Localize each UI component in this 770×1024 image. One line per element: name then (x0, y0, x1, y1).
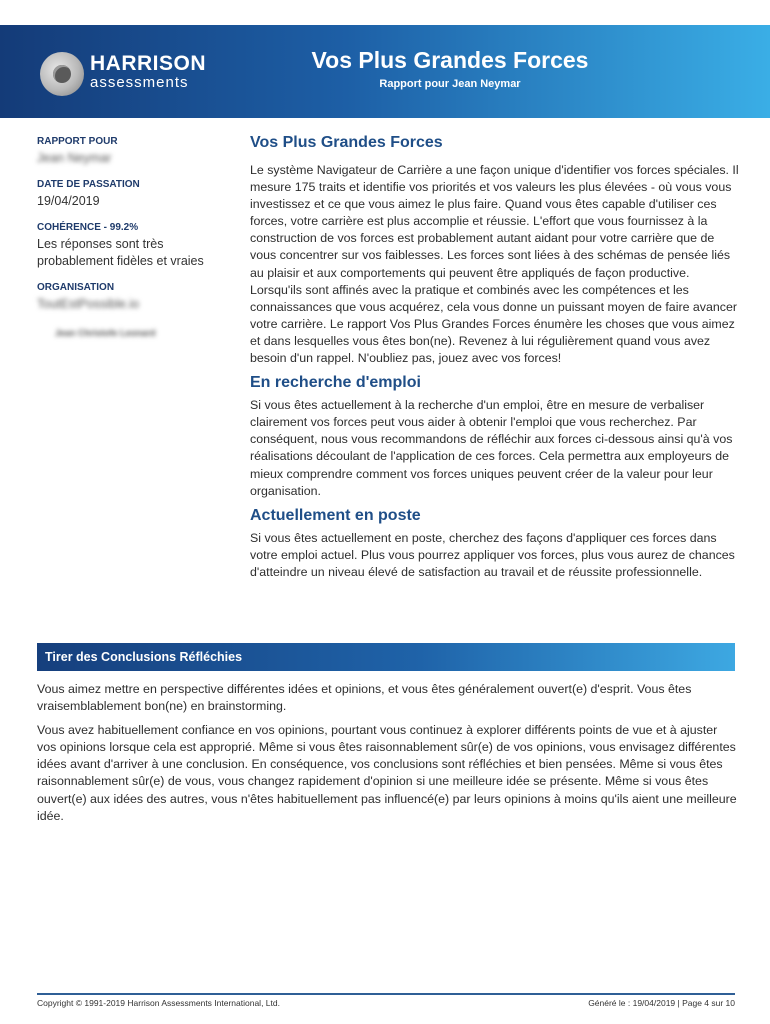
logo-circle-icon (40, 52, 84, 96)
coherence-value: Les réponses sont très probablement fidèles et vraies (37, 237, 204, 268)
footer-copyright: Copyright © 1991-2019 Harrison Assessments International, Ltd. (37, 998, 280, 1008)
section-text-job-search: Si vous êtes actuellement à la recherche d'un emploi, être en mesure de verbaliser clairement vos forces peut vous aider à obtenir l'emploi que vous recherchez. Par conséquent, nous vous recommandons de réfléchir aux forces ci-dessous ainsi qu'à vos réalisations découlant de l'application de ces forces. Cela permettra aux employeurs de mieux comprendre comment vos forces uniques peuvent créer de la valeur pour leur organisation. (250, 398, 733, 498)
main-content (250, 134, 740, 588)
contact-name: Jean Christofe Leonard (55, 328, 156, 338)
conclusions-body (37, 681, 737, 832)
coherence-label: COHÉRENCE - 99.2% (37, 222, 139, 233)
conclusions-paragraph-1: Vous aimez mettre en perspective différentes idées et opinions, et vous êtes généralement ouvert(e) d'esprit. Vous êtes vraisemblablement bon(ne) en brainstorming. (37, 682, 692, 714)
date-value: 19/04/2019 (37, 194, 100, 208)
report-header (0, 25, 770, 118)
logo-subname: assessments (90, 74, 189, 91)
report-for-value: Jean Neymar (37, 151, 112, 165)
section-text-strengths: Le système Navigateur de Carrière a une façon unique d'identifier vos forces spéciales. Il mesure 175 traits et identifie vos priorités et vos valeurs les plus élevées - où vous vous investissez et ce que vous aimez le plus faire. Quand vous êtes capable d'utiliser ces forces, votre carrière est plus accomplie et réussie. L'effort que vous fournissez à la construction de vos forces est probablement autant aidant pour votre carrière que de vous concentrer sur vos faiblesses. Les forces sont liées à des schémas de pensée liés au plaisir et aux comportements qui peuvent être appliqués de façon productive. Lorsqu'ils sont affinés avec la pratique et combinés avec les compétences et les connaissances que vous acquérez, cela vous donne un puissant moyen de faire avancer votre carrière. Le rapport Vos Plus Grandes Forces énumère les choses que vous aimez et dans lesquelles vous êtes bon(ne). Revenez à lui régulièrement quand vous avez besoin d'un rappel. N'oubliez pas, jouez avec vos forces! (250, 163, 739, 366)
conclusions-paragraph-2: Vous avez habituellement confiance en vos opinions, pourtant vous continuez à explorer différents points de vue et à ajuster vos opinions lorsque cela est approprié. Même si vous êtes raisonnablement sûr(e) de vos opinions, vous envisagez différentes idées avant d'arriver à une conclusion. En conséquence, vos conclusions sont réfléchies et bien pensées. Même si vous êtes raisonnablement sûr(e) de vous, vous changez rapidement d'opinion si une meilleure idée se présente. Même si vous êtes ouvert(e) aux idées des autres, vous n'êtes habituellement pas influencé(e) par leurs opinions à moins qu'ils aient une meilleure idée. (37, 723, 737, 823)
date-label: DATE DE PASSATION (37, 179, 140, 190)
page-title: Vos Plus Grandes Forces (311, 47, 589, 73)
section-title-job-search: En recherche d'emploi (250, 374, 421, 392)
conclusions-banner-title: Tirer des Conclusions Réfléchies (45, 650, 243, 664)
section-title-strengths: Vos Plus Grandes Forces (250, 134, 443, 151)
report-for-label: RAPPORT POUR (37, 136, 118, 147)
section-text-current-job: Si vous êtes actuellement en poste, cherchez des façons d'appliquer ces forces dans votre emploi actuel. Plus vous pourrez appliquer vos forces, plus vous aurez de chances d'atteindre un niveau élevé de satisfaction au travail et de réussite professionnelle. (250, 530, 735, 579)
conclusions-banner (37, 643, 735, 671)
organisation-value: ToutEstPossible.io (37, 297, 140, 311)
organisation-label: ORGANISATION (37, 282, 115, 293)
footer-divider (37, 993, 735, 995)
logo-name: HARRISON (90, 52, 207, 75)
page-subtitle: Rapport pour Jean Neymar (379, 78, 521, 90)
footer-page-info: Généré le : 19/04/2019 | Page 4 sur 10 (588, 998, 735, 1008)
section-title-current-job: Actuellement en poste (250, 506, 421, 524)
report-sidebar (37, 136, 217, 354)
